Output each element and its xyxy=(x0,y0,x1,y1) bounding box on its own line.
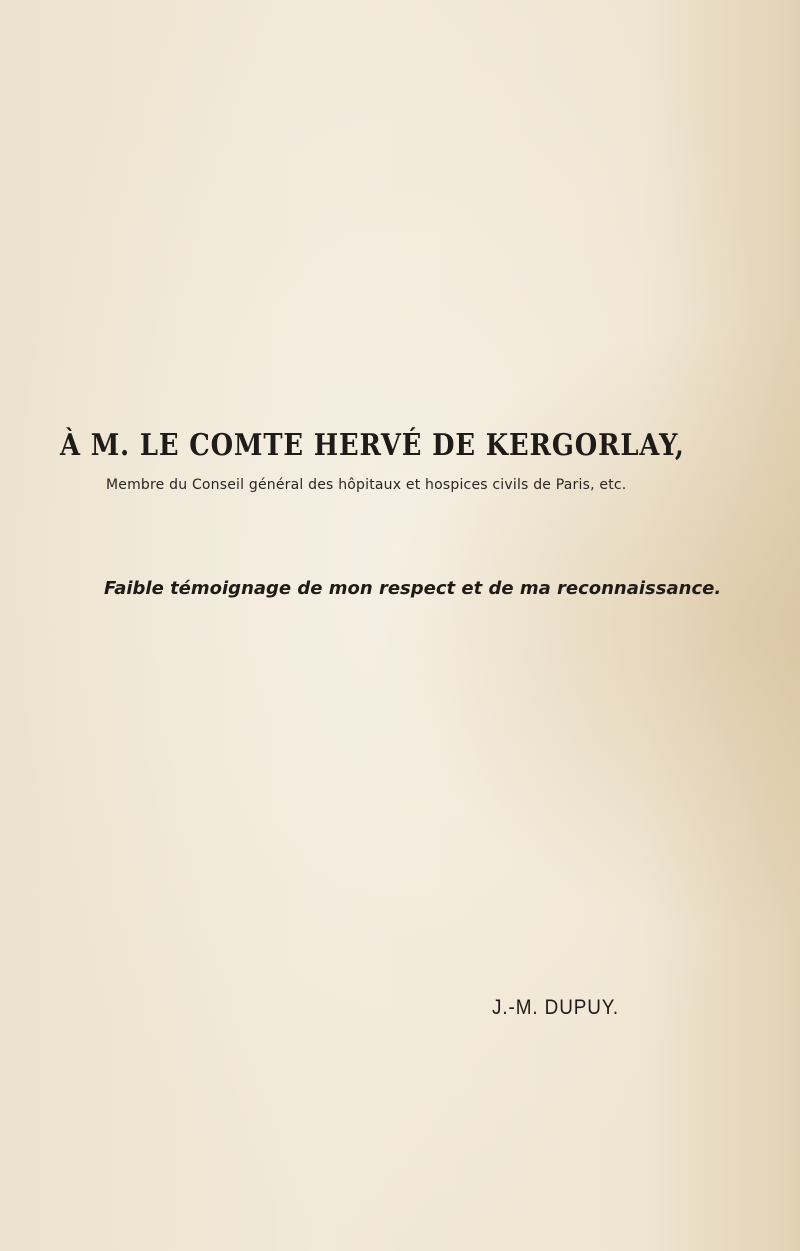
dedication-inscription: Faible témoignage de mon respect et de ma reconnaissance. xyxy=(104,578,722,599)
dedication-subtitle: Membre du Conseil général des hôpitaux et hospices civils de Paris, etc. xyxy=(106,477,627,493)
author-signature: J.-M. DUPUY. xyxy=(492,996,620,1019)
dedication-title: À M. LE COMTE HERVÉ DE KERGORLAY, xyxy=(60,428,685,463)
